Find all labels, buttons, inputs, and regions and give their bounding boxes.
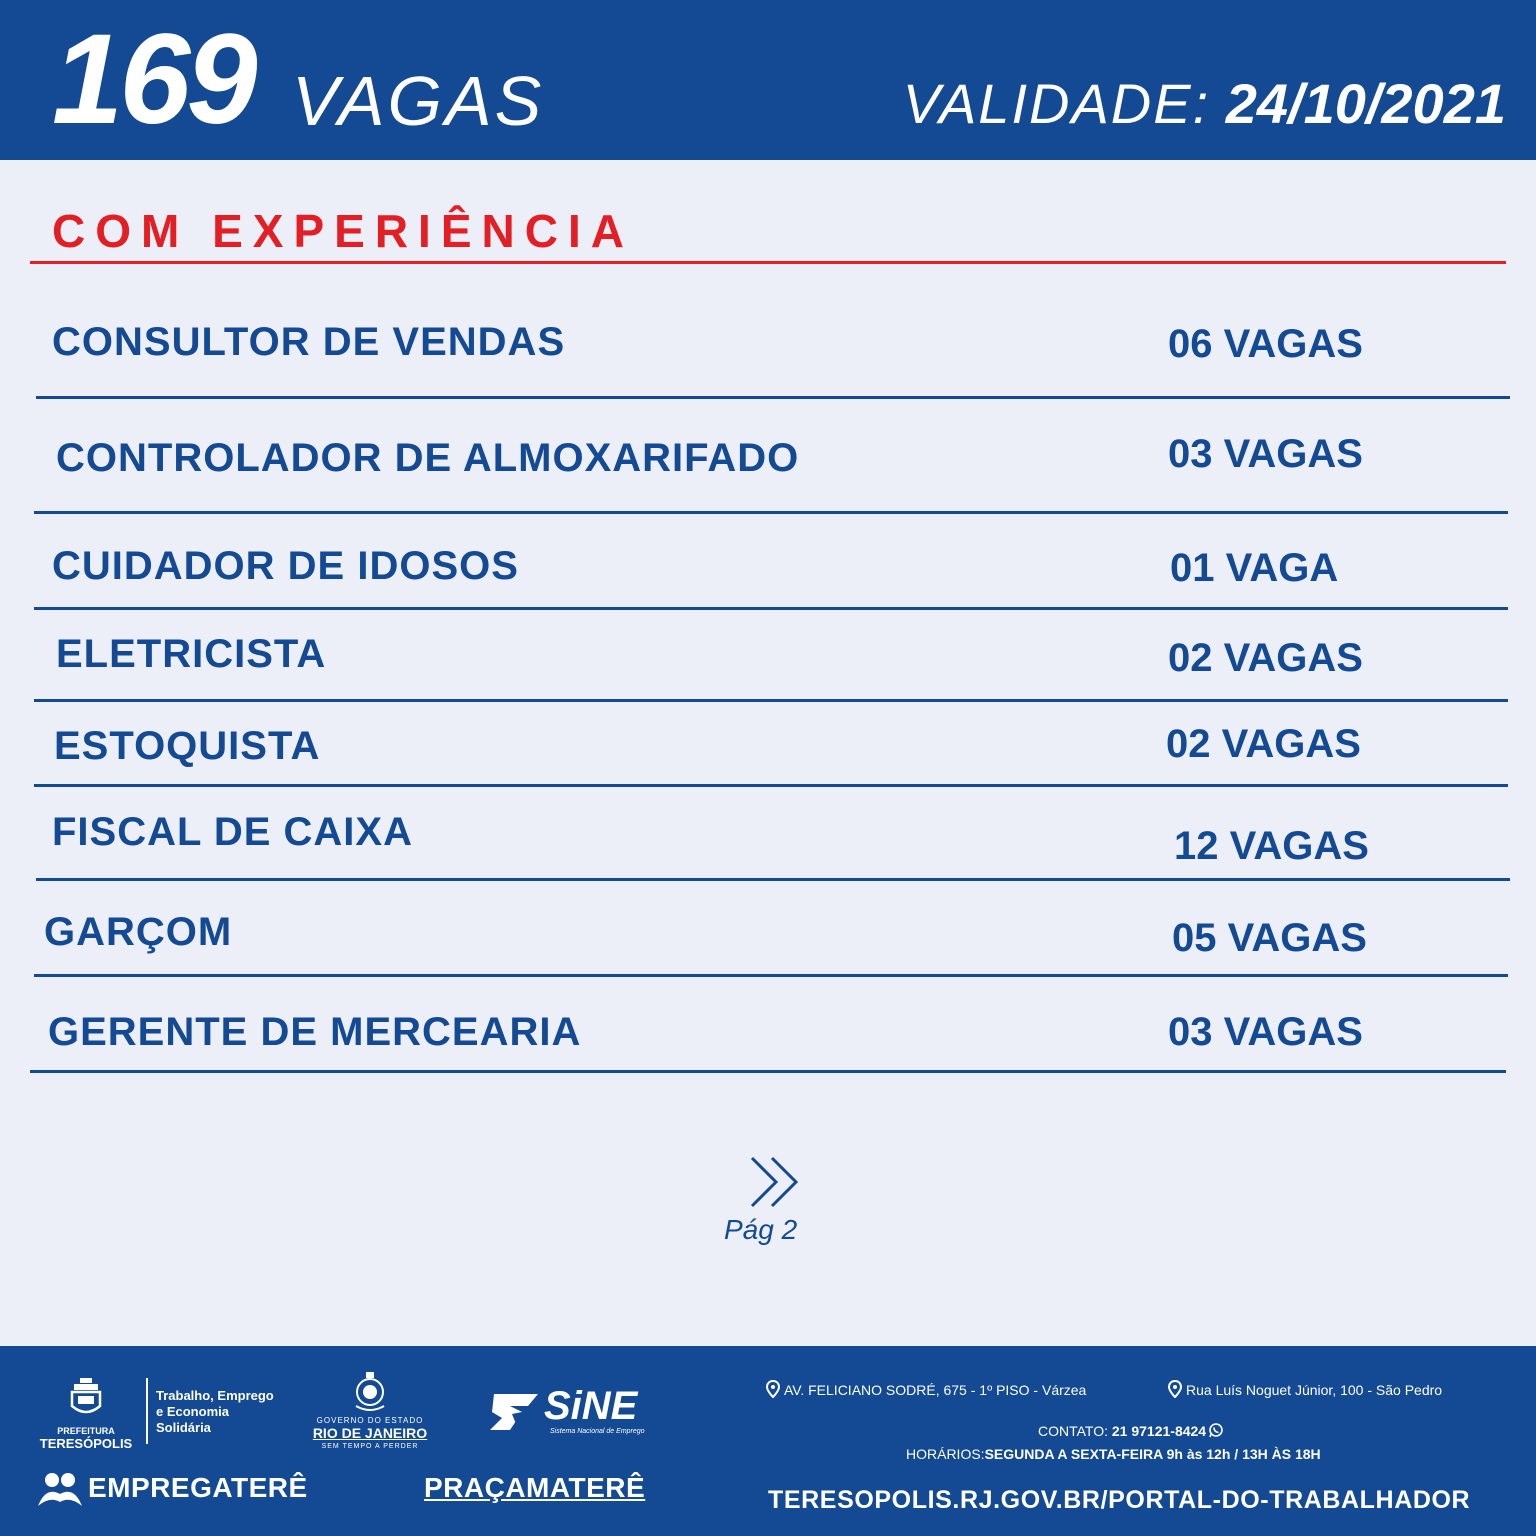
page-indicator[interactable]: Pág 2 (724, 1214, 798, 1245)
empregatere-logo (36, 1470, 326, 1510)
address-sao-pedro (1168, 1380, 1442, 1398)
whatsapp-icon (1208, 1422, 1224, 1438)
job-openings: 12 VAGAS (1174, 824, 1369, 868)
total-openings-label: VAGAS (292, 62, 545, 140)
prefeitura-crest-icon (64, 1376, 108, 1420)
location-pin-icon (766, 1380, 780, 1398)
job-openings: 02 VAGAS (1166, 722, 1361, 766)
job-openings: 03 VAGAS (1168, 432, 1363, 476)
prefeitura-logo (36, 1376, 136, 1451)
validity-label: VALIDADE: (902, 72, 1211, 135)
sine-name: SiNE (544, 1384, 638, 1428)
job-openings: 05 VAGAS (1172, 916, 1367, 960)
row-divider (34, 511, 1508, 514)
job-openings: 01 VAGA (1170, 546, 1339, 590)
row-divider (34, 784, 1508, 787)
job-title: CONTROLADOR DE ALMOXARIFADO (56, 436, 800, 480)
job-openings: 03 VAGAS (1168, 1010, 1363, 1054)
row-divider (36, 396, 1510, 399)
governo-tagline: SEM TEMPO A PERDER (321, 1443, 419, 1450)
secretaria-line: Trabalho, Emprego (156, 1388, 274, 1403)
row-divider (34, 699, 1508, 702)
address-text: Rua Luís Noguet Júnior, 100 - São Pedro (1186, 1382, 1443, 1398)
empregatere-name: EMPREGATERÊ (88, 1472, 308, 1503)
location-pin-icon (1168, 1380, 1182, 1398)
job-title: CUIDADOR DE IDOSOS (52, 544, 519, 588)
people-icon (36, 1472, 84, 1508)
pracatere-logo: PRAÇAMATERÊ (424, 1472, 646, 1503)
hours-value: SEGUNDA A SEXTA-FEIRA 9h às 12h / 13H ÀS 18H (984, 1446, 1321, 1462)
total-openings-count: 169 (52, 8, 254, 151)
governo-rj-logo (306, 1372, 434, 1454)
prefeitura-city: TERESÓPOLIS (39, 1436, 133, 1451)
hours-label: HORÁRIOS: (906, 1446, 985, 1462)
row-divider (34, 974, 1508, 977)
validity-date: 24/10/2021 (1225, 72, 1506, 135)
sine-mark-icon (488, 1390, 544, 1434)
prefeitura-label: PREFEITURA (57, 1426, 115, 1436)
website-link[interactable]: TERESOPOLIS.RJ.GOV.BR/PORTAL-DO-TRABALHADOR (768, 1486, 1471, 1514)
job-title: ESTOQUISTA (54, 724, 321, 768)
governo-state: RIO DE JANEIRO (312, 1425, 428, 1441)
governo-label: GOVERNO DO ESTADO (316, 1416, 424, 1425)
sine-logo (488, 1386, 648, 1442)
address-text: AV. FELICIANO SODRÉ, 675 - 1º PISO - Várzea (784, 1382, 1087, 1398)
contact-phone[interactable]: 21 97121-8424 (1111, 1423, 1207, 1439)
job-title: FISCAL DE CAIXA (52, 810, 413, 854)
job-title: ELETRICISTA (56, 632, 327, 676)
contact (1038, 1422, 1224, 1439)
row-divider (36, 878, 1510, 881)
logo-divider (146, 1378, 148, 1444)
row-divider (30, 1070, 1506, 1073)
double-chevron-right-icon[interactable] (740, 1152, 810, 1212)
governo-crest-icon (352, 1372, 388, 1412)
secretaria-line: Solidária (156, 1420, 211, 1435)
job-openings: 06 VAGAS (1168, 322, 1363, 366)
opening-hours (906, 1446, 1321, 1462)
row-divider (34, 607, 1508, 610)
job-title: CONSULTOR DE VENDAS (52, 320, 566, 364)
sine-subtitle: Sistema Nacional de Emprego (550, 1428, 645, 1435)
section-title: COM EXPERIÊNCIA (52, 205, 634, 257)
job-title: GERENTE DE MERCEARIA (48, 1010, 582, 1054)
job-title: GARÇOM (44, 910, 233, 954)
job-openings: 02 VAGAS (1168, 636, 1363, 680)
footer (0, 1346, 1536, 1536)
secretaria-line: e Economia (156, 1404, 229, 1419)
address-varzea (766, 1380, 1086, 1398)
secretaria-name (156, 1388, 296, 1436)
contact-label: CONTATO: (1038, 1423, 1108, 1439)
